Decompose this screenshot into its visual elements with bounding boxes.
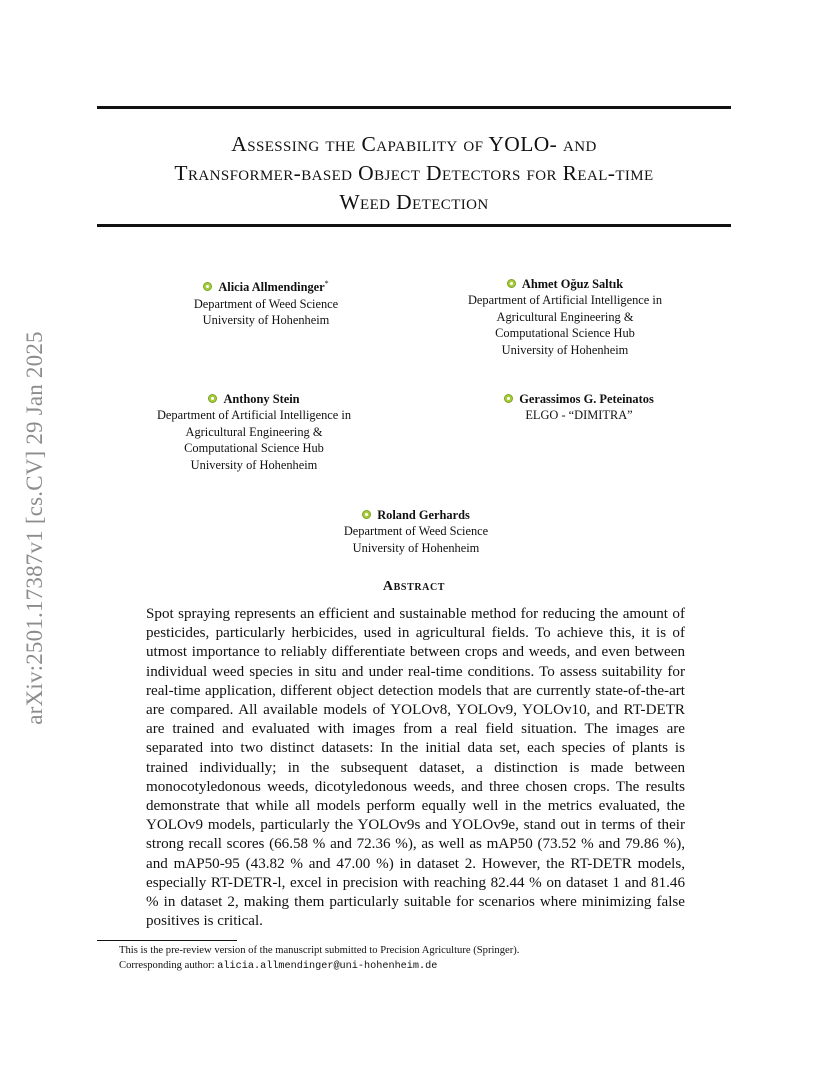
author-name: Ahmet Oğuz Saltık [521,277,624,291]
paper-title [97,130,731,217]
arxiv-identifier [21,295,49,760]
author-affiliation: University of Hohenheim [352,540,480,555]
author-name-row [446,276,684,292]
author-name-row [147,276,385,296]
author-block [460,391,698,424]
author-affiliation: University of Hohenheim [202,312,330,327]
author-affiliation: Department of Weed Science [343,524,489,539]
corresponding-email-link[interactable]: alicia.allmendinger@uni-hohenheim.de [217,961,438,972]
orcid-icon[interactable] [203,282,212,291]
author-name-row [460,391,698,407]
title-line: Weed Detection [339,190,489,214]
arxiv-identifier-text: arXiv:2501.17387v1 [cs.CV] 29 Jan 2025 [22,330,47,725]
title-line: Assessing the Capability of YOLO- and [231,132,597,156]
abstract-heading: Abstract [382,579,446,594]
author-affiliation: Department of Artificial Intelligence in [467,293,663,308]
title-top-rule [97,106,731,109]
preprint-note: This is the pre-review version of the manuscript submitted to Precision Agriculture (Springer). [119,945,520,956]
title-bottom-rule [97,224,731,227]
author-affiliation: Department of Artificial Intelligence in [156,408,352,423]
author-affiliation: ELGO - “DIMITRA” [525,408,633,423]
footnote-divider [97,940,237,941]
abstract-body: Spot spraying represents an efficient and sustainable method for reducing the amount of pesticides, particularly herbicides, used in agricultural fields. To achieve this, it is of utmost importance to reliably differentiate between crops and weeds, and even between individual weed species in situ and under real-time conditions. To assess suitability for real-time application, different object detection models that are currently state-of-the-art are compared. All available models of YOLOv8, YOLOv9, YOLOv10, and RT-DETR are trained and evaluated with images from a real field situation. The images are separated into two distinct datasets: In the initial data set, each species of plants is trained individually; in the subsequent dataset, a distinction is made between monocotyledonous weeds, dicotyledonous weeds, and three chosen crops. The results demonstrate that while all models perform equally well in the metrics evaluated, the YOLOv9 models, particularly the YOLOv9s and YOLOv9e, stand out in terms of their strong recall scores (66.58 % and 72.36 %), as well as mAP50 (73.52 % and 79.86 %), and mAP50-95 (43.82 % and 47.00 %) in dataset 2. However, the RT-DETR models, especially RT-DETR-l, excel in precision with reaching 82.44 % on dataset 1 and 81.46 % in dataset 2, making them particularly suitable for scenarios where minimizing false positives is critical. [146,606,685,930]
author-affiliation: University of Hohenheim [501,342,629,357]
author-name: Alicia Allmendinger [218,280,325,295]
orcid-icon[interactable] [362,510,371,519]
author-affiliation: Department of Weed Science [193,296,339,311]
corresponding-mark: * [324,279,329,288]
corresponding-author-label: Corresponding author: [119,960,218,971]
footnotes [119,943,739,974]
author-name: Roland Gerhards [377,508,470,522]
author-block [147,276,385,328]
author-affiliation: Agricultural Engineering & [496,309,634,324]
author-affiliation: Computational Science Hub [184,441,324,456]
author-block [446,276,684,358]
author-name-row [135,391,373,407]
orcid-icon[interactable] [504,394,513,403]
author-affiliation: Computational Science Hub [495,326,635,341]
title-line: Transformer-based Object Detectors for Real-time [174,161,654,185]
author-affiliation: University of Hohenheim [190,457,318,472]
orcid-icon[interactable] [208,394,217,403]
author-affiliation: Agricultural Engineering & [185,424,323,439]
orcid-icon[interactable] [507,279,516,288]
author-name: Gerassimos G. Peteinatos [519,392,654,406]
author-name: Anthony Stein [223,392,300,406]
author-block [297,507,535,556]
author-block [135,391,373,473]
corresponding-author-line [119,958,739,974]
author-name-row [297,507,535,523]
